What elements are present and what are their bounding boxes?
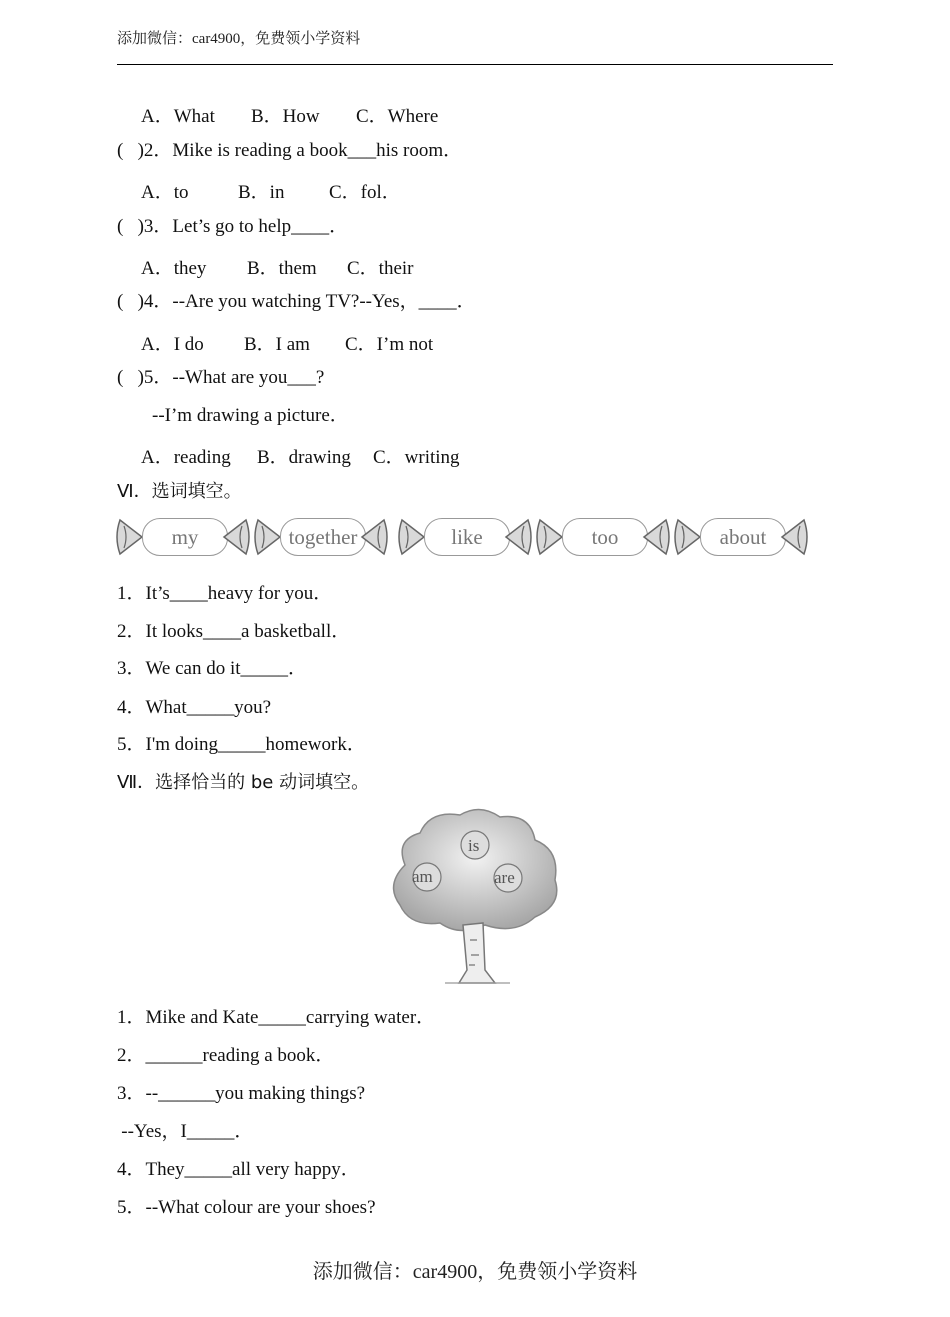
word-chip-about: about (700, 518, 786, 556)
word-chip-like: like (424, 518, 510, 556)
candy-wrap-right-icon (360, 512, 390, 562)
q3-option-c: C．their (347, 258, 414, 279)
header-watermark: 添加微信：car4900，免费领小学资料 (117, 31, 361, 47)
q5-option-b: B．drawing (257, 447, 351, 468)
tree-word-is: is (468, 836, 480, 855)
fill-item-2: 2．It looks____a basketball． (117, 621, 351, 642)
be-item-1: 1．Mike and Kate_____carrying water． (117, 1007, 436, 1028)
word-chip-too: too (562, 518, 648, 556)
candy-wrap-right-icon (642, 512, 672, 562)
fill-item-1: 1．It’s____heavy for you． (117, 583, 333, 604)
q2-option-b: B．in (238, 182, 285, 203)
candy-wrap-left-icon (114, 512, 144, 562)
q1-option-a: A．What (141, 106, 215, 127)
fill-item-3: 3．We can do it_____． (117, 658, 308, 679)
candy-wrap-right-icon (780, 512, 810, 562)
q1-option-b: B．How (251, 106, 320, 127)
candy-wrap-left-icon (252, 512, 282, 562)
fill-item-5: 5．I'm doing_____homework． (117, 734, 366, 755)
question-3: ( )3．Let’s go to help____． (117, 216, 349, 237)
q4-option-a: A．I do (141, 334, 204, 355)
candy-wrap-left-icon (396, 512, 426, 562)
section-6-heading: Ⅵ．选词填空。 (117, 481, 242, 502)
header-divider (117, 64, 833, 65)
word-chip-together: together (280, 518, 366, 556)
candy-wrap-left-icon (672, 512, 702, 562)
tree-word-am: am (412, 867, 433, 886)
be-item-3: 3．--______you making things? (117, 1083, 366, 1104)
question-4: ( )4．--Are you watching TV?--Yes，____． (117, 291, 476, 312)
q2-option-c: C．fol． (329, 182, 401, 203)
candy-wrap-right-icon (504, 512, 534, 562)
q3-option-b: B．them (247, 258, 317, 279)
candy-wrap-right-icon (222, 512, 252, 562)
tree-icon (385, 805, 565, 990)
q3-option-a: A．they (141, 258, 207, 279)
word-bank (114, 512, 810, 564)
q4-option-c: C．I’m not (345, 334, 434, 355)
candy-wrap-left-icon (534, 512, 564, 562)
q4-option-b: B．I am (244, 334, 310, 355)
question-2: ( )2．Mike is reading a book___his room． (117, 140, 463, 161)
q5-option-c: C．writing (373, 447, 460, 468)
footer-watermark: 添加微信：car4900，免费领小学资料 (312, 1261, 638, 1283)
tree-word-are: are (494, 868, 515, 887)
be-item-4: 4．They_____all very happy． (117, 1159, 360, 1180)
question-5: ( )5．--What are you___? (117, 367, 325, 388)
q1-option-c: C．Where (356, 106, 439, 127)
q5-option-a: A．reading (141, 447, 231, 468)
question-5-answer-line: --I’m drawing a picture． (152, 405, 349, 426)
be-item-2: 2．______reading a book． (117, 1045, 335, 1066)
word-chip-my: my (142, 518, 228, 556)
fill-item-4: 4．What_____you? (117, 697, 272, 718)
q2-option-a: A．to (141, 182, 189, 203)
be-item-5: 5．--What colour are your shoes? (117, 1197, 376, 1218)
be-item-3-answer: --Yes，I_____． (107, 1121, 254, 1142)
tree-illustration (385, 805, 565, 990)
section-7-heading: Ⅶ．选择恰当的 be 动词填空。 (117, 772, 370, 793)
